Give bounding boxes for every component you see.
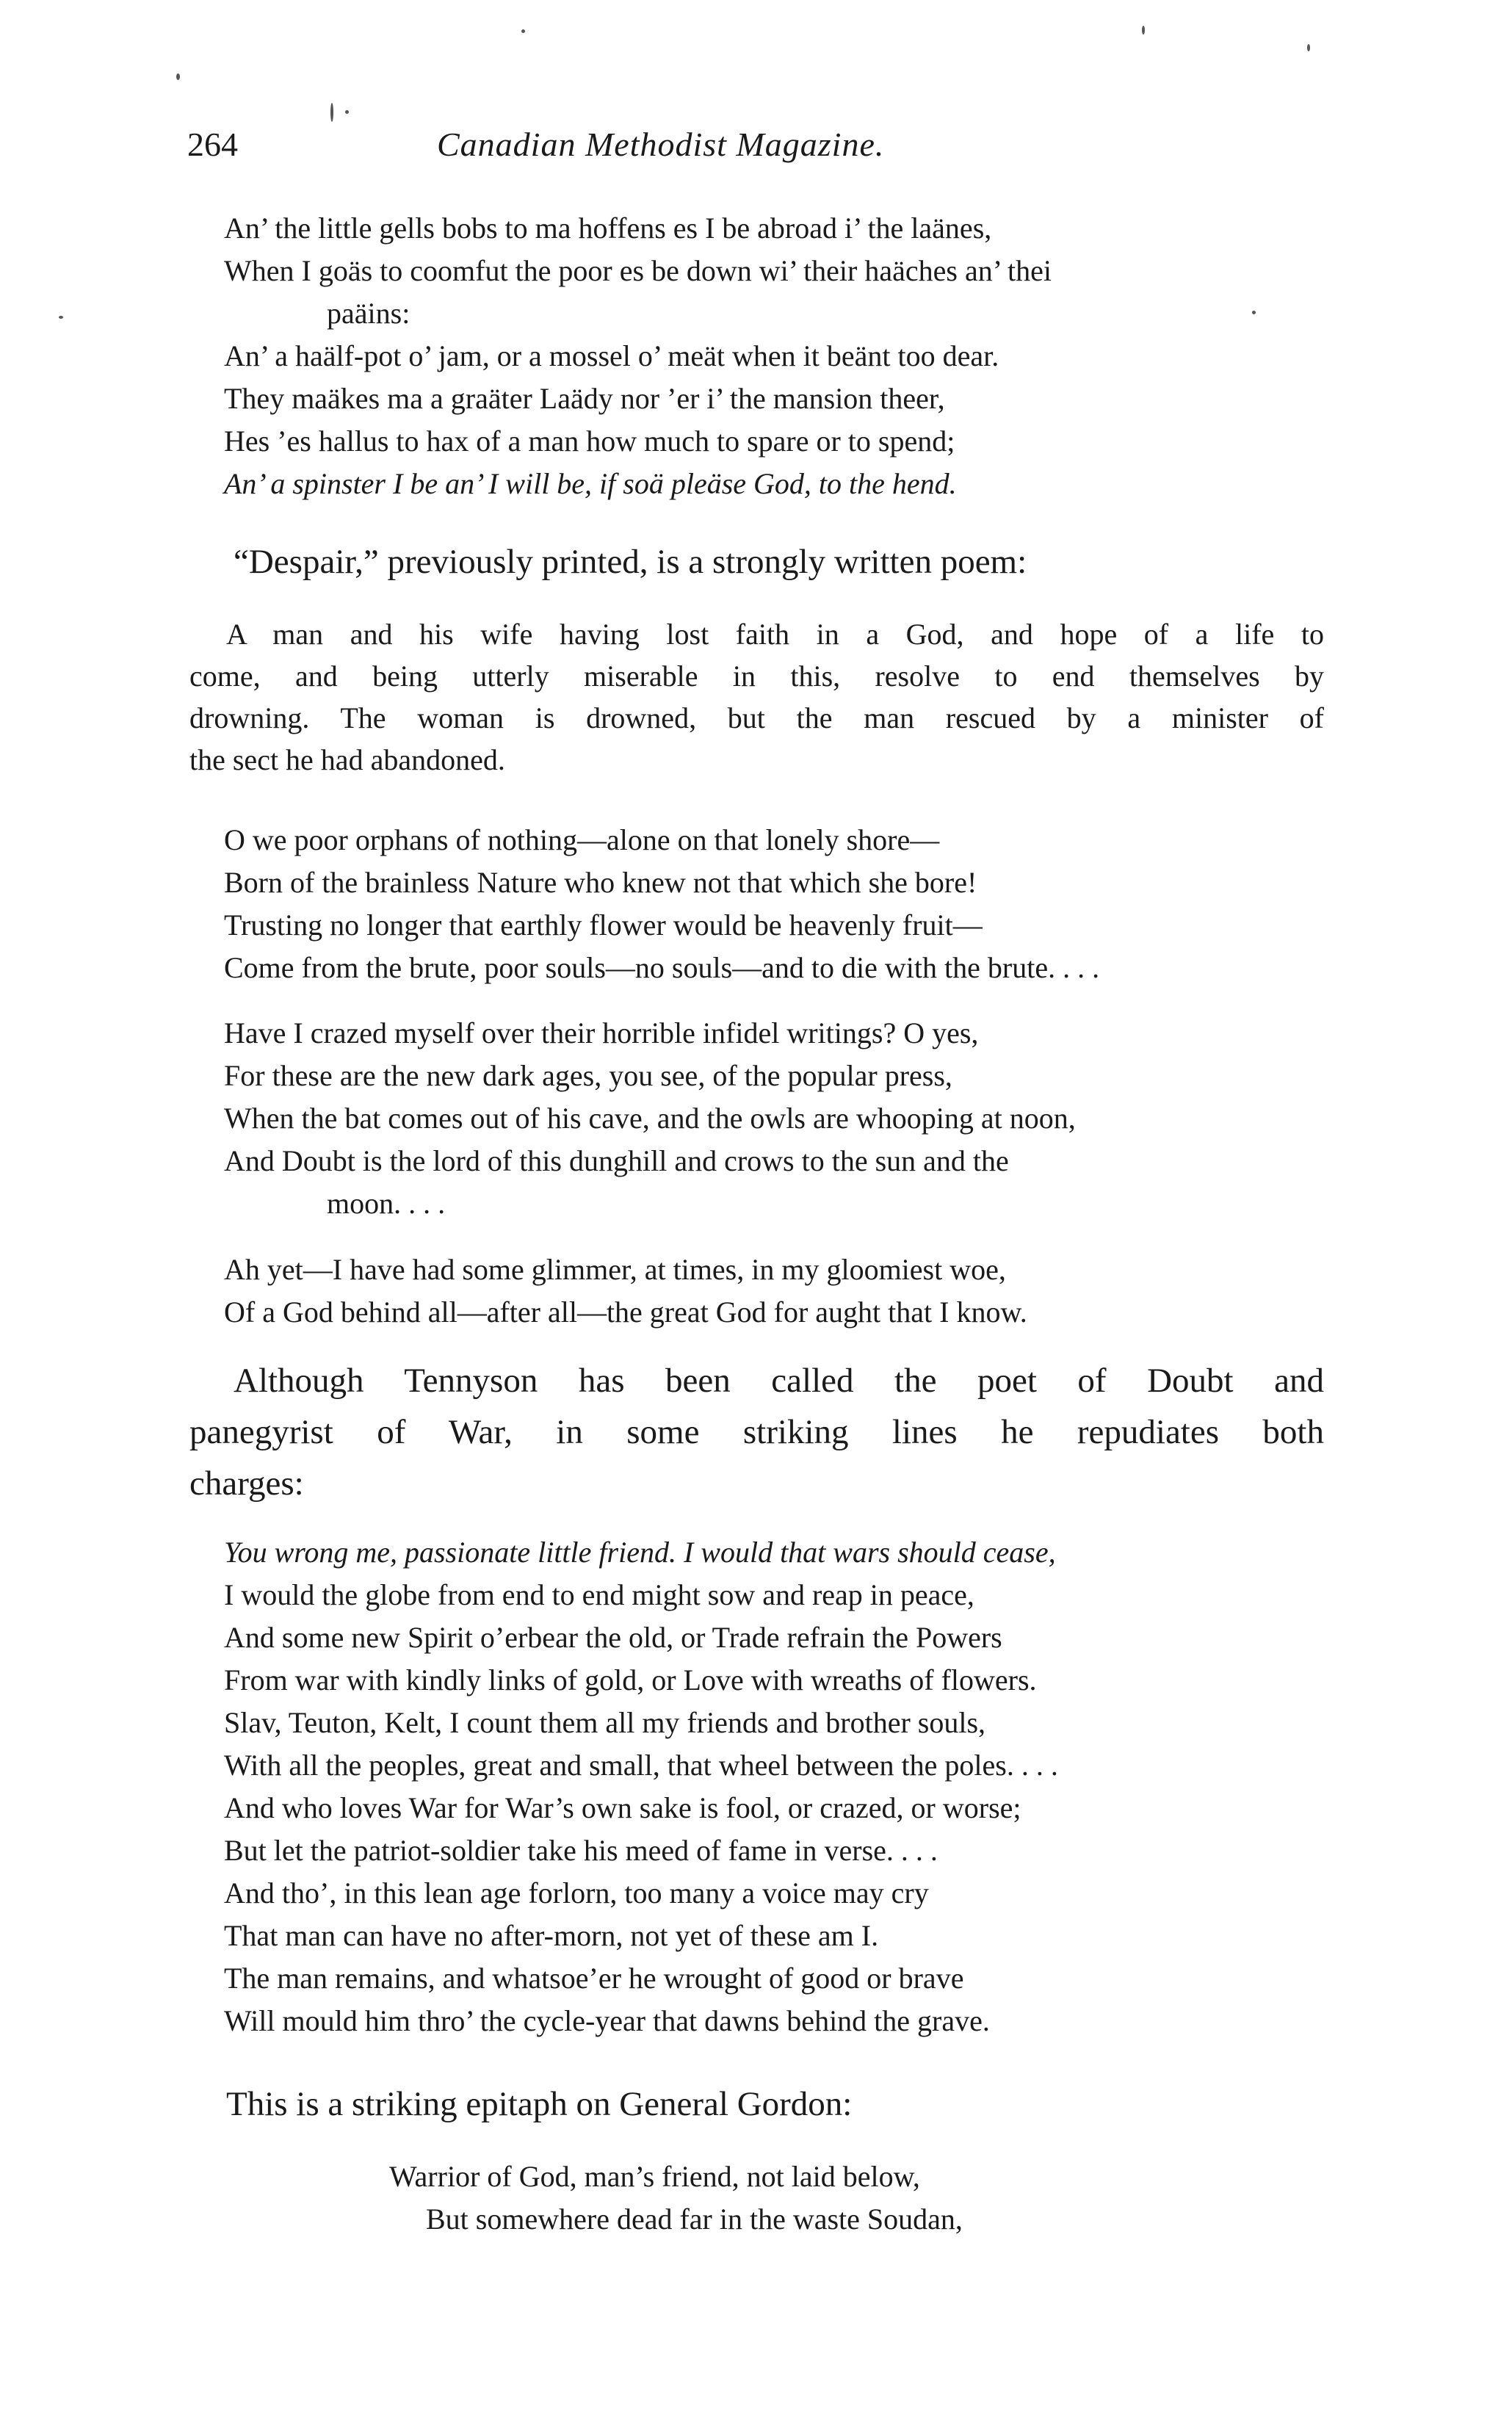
prose-line: drowning. The woman is drowned, but the man rescued by a minister of bbox=[189, 701, 1324, 734]
scan-speck bbox=[1142, 26, 1145, 35]
page-number: 264 bbox=[187, 126, 238, 163]
intro-line: charges: bbox=[189, 1464, 304, 1503]
gordon-intro bbox=[189, 2078, 1324, 2130]
verse-line: Warrior of God, man’s friend, not laid below, bbox=[389, 2160, 920, 2193]
despair-verse-stanza-3 bbox=[224, 1248, 1027, 1334]
prose-line: A man and his wife having lost faith in a God, and hope of a life to bbox=[226, 618, 1324, 651]
running-title: Canadian Methodist Magazine. bbox=[437, 126, 885, 163]
verse-line: From war with kindly links of gold, or Love with wreaths of flowers. bbox=[224, 1663, 1037, 1696]
verse-line: I would the globe from end to end might sow and reap in peace, bbox=[224, 1578, 974, 1611]
page-header bbox=[187, 125, 1333, 184]
verse-line: Trusting no longer that earthly flower would be heavenly fruit— bbox=[224, 908, 983, 942]
verse-line: And some new Spirit o’erbear the old, or Trade refrain the Powers bbox=[224, 1621, 1002, 1654]
verse-line: But somewhere dead far in the waste Soudan, bbox=[426, 2202, 963, 2236]
verse-line: When I goäs to coomfut the poor es be down wi’ their haäches an’ thei bbox=[224, 254, 1052, 287]
intro-line: “Despair,” previously printed, is a strongly written poem: bbox=[234, 543, 1027, 581]
verse-line: That man can have no after-morn, not yet of these am I. bbox=[224, 1919, 879, 1952]
verse-line: Ah yet—I have had some glimmer, at times, in my gloomiest woe, bbox=[224, 1253, 1006, 1286]
verse-line: Slav, Teuton, Kelt, I count them all my friends and brother souls, bbox=[224, 1706, 986, 1739]
prose-line: come, and being utterly miserable in this, resolve to end themselves by bbox=[189, 659, 1324, 693]
verse-line: And who loves War for War’s own sake is fool, or crazed, or worse; bbox=[224, 1791, 1021, 1824]
verse-line: With all the peoples, great and small, that wheel between the poles. . . . bbox=[224, 1749, 1058, 1782]
verse-line: And tho’, in this lean age forlorn, too many a voice may cry bbox=[224, 1876, 929, 1909]
verse-line: Hes ’es hallus to hax of a man how much to spare or to spend; bbox=[224, 424, 955, 458]
scan-speck bbox=[59, 316, 63, 319]
verse-line: moon. . . . bbox=[327, 1187, 446, 1220]
scan-speck bbox=[1252, 311, 1256, 314]
despair-verse-stanza-1 bbox=[224, 819, 1099, 989]
verse-line: An’ a haälf-pot o’ jam, or a mossel o’ meät when it beänt too dear. bbox=[224, 339, 999, 372]
scan-speck bbox=[1307, 44, 1310, 51]
scan-speck bbox=[521, 29, 525, 33]
verse-line: Will mould him thro’ the cycle-year that dawns behind the grave. bbox=[224, 2004, 990, 2037]
verse-line: Of a God behind all—after all—the great God for aught that I know. bbox=[224, 1295, 1027, 1329]
verse-line: An’ a spinster I be an’ I will be, if soä pleäse God, to the hend. bbox=[224, 467, 957, 500]
scan-speck bbox=[176, 73, 180, 80]
tennyson-intro bbox=[189, 1355, 1324, 1509]
intro-line: Although Tennyson has been called the poet of Doubt and bbox=[234, 1362, 1324, 1400]
verse-line: For these are the new dark ages, you see, of the popular press, bbox=[224, 1059, 952, 1092]
despair-summary bbox=[189, 613, 1324, 781]
verse-line: Come from the brute, poor souls—no souls—and to die with the brute. . . . bbox=[224, 951, 1100, 984]
verse-line: When the bat comes out of his cave, and the owls are whooping at noon, bbox=[224, 1102, 1076, 1135]
verse-line: You wrong me, passionate little friend. I would that wars should cease, bbox=[224, 1536, 1056, 1569]
despair-verse-stanza-2 bbox=[224, 1012, 1076, 1225]
scan-speck bbox=[330, 103, 333, 122]
verse-line: paäins: bbox=[327, 297, 410, 330]
verse-line: An’ the little gells bobs to ma hoffens es I be abroad i’ the laänes, bbox=[224, 212, 992, 245]
scan-speck bbox=[345, 110, 349, 114]
gordon-epitaph bbox=[389, 2155, 963, 2241]
verse-line: But let the patriot-soldier take his meed of fame in verse. . . . bbox=[224, 1834, 938, 1867]
verse-line: O we poor orphans of nothing—alone on that lonely shore— bbox=[224, 823, 940, 856]
war-poem bbox=[224, 1531, 1058, 2042]
intro-line: panegyrist of War, in some striking lines he repudiates both bbox=[189, 1413, 1324, 1451]
verse-line: And Doubt is the lord of this dunghill and crows to the sun and the bbox=[224, 1144, 1009, 1177]
dialect-poem bbox=[224, 207, 1052, 505]
verse-line: Born of the brainless Nature who knew not that which she bore! bbox=[224, 866, 977, 899]
verse-line: Have I crazed myself over their horrible infidel writings? O yes, bbox=[224, 1016, 979, 1049]
prose-line: the sect he had abandoned. bbox=[189, 743, 505, 776]
verse-line: The man remains, and whatsoe’er he wrought of good or brave bbox=[224, 1962, 964, 1995]
despair-intro bbox=[189, 536, 1324, 588]
verse-line: They maäkes ma a graäter Laädy nor ’er i’ the mansion theer, bbox=[224, 382, 945, 415]
intro-line: This is a striking epitaph on General Gordon: bbox=[226, 2085, 853, 2123]
